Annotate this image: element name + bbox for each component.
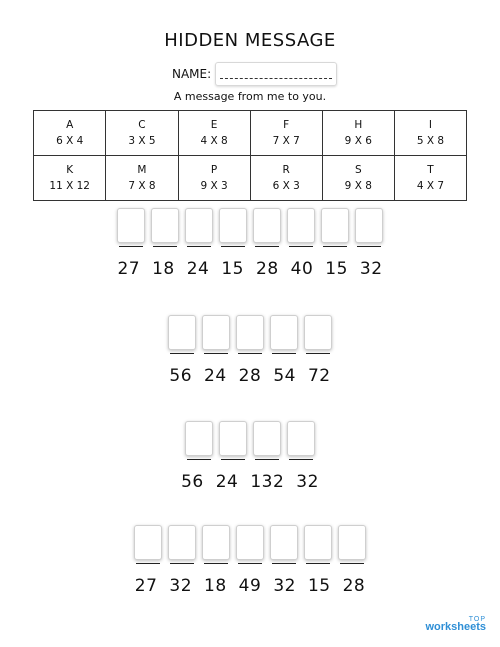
word-4 [0, 525, 500, 596]
key-problem: 6 X 4 [56, 135, 84, 147]
key-cell [322, 111, 394, 156]
name-row [172, 62, 337, 86]
key-letter: C [138, 119, 146, 131]
key-cell [106, 111, 178, 156]
code-number: 28 [238, 366, 262, 386]
letter-box[interactable] [168, 525, 196, 560]
code-number: 40 [290, 259, 314, 279]
letter-box[interactable] [253, 208, 281, 243]
answer-line [170, 353, 194, 354]
code-number: 15 [307, 576, 331, 596]
answer-line [289, 246, 313, 247]
answer-line [204, 353, 228, 354]
key-cell [178, 156, 250, 201]
answer-boxes [0, 315, 500, 354]
answer-line [255, 459, 279, 460]
answer-line [221, 246, 245, 247]
letter-box[interactable] [134, 525, 162, 560]
answer-line [170, 563, 194, 564]
code-number: 132 [250, 472, 285, 492]
code-number: 18 [152, 259, 175, 279]
answer-line [238, 353, 262, 354]
answer-line [136, 563, 160, 564]
key-letter: T [427, 164, 434, 176]
answer-line [221, 459, 245, 460]
letter-box[interactable] [168, 315, 196, 350]
key-problem: 7 X 7 [272, 135, 300, 147]
key-letter: P [210, 164, 218, 176]
answer-line [357, 246, 381, 247]
code-number: 32 [296, 472, 319, 492]
answer-line [119, 246, 143, 247]
letter-box[interactable] [287, 208, 315, 243]
letter-box[interactable] [270, 315, 298, 350]
key-problem: 4 X 7 [416, 180, 445, 192]
key-letter: K [66, 164, 74, 176]
code-number: 32 [169, 576, 193, 596]
key-problem: 9 X 6 [344, 135, 372, 147]
letter-box[interactable] [355, 208, 383, 243]
code-numbers [0, 576, 500, 596]
key-cell [322, 156, 394, 201]
letter-box[interactable] [287, 421, 315, 456]
code-number: 32 [273, 576, 296, 596]
logo-name-text: worksheets [425, 621, 486, 633]
letter-box[interactable] [270, 525, 298, 560]
key-problem: 9 X 8 [344, 180, 372, 192]
code-number: 27 [134, 576, 158, 596]
code-number: 24 [186, 259, 210, 279]
letter-box[interactable] [151, 208, 179, 243]
code-number: 32 [359, 259, 383, 279]
key-problem: 5 X 8 [416, 135, 445, 147]
code-number: 28 [342, 576, 366, 596]
code-number: 72 [307, 366, 331, 386]
table-row [34, 156, 467, 201]
code-number: 56 [181, 472, 204, 492]
code-numbers [0, 259, 500, 279]
letter-box[interactable] [253, 421, 281, 456]
letter-box[interactable] [117, 208, 145, 243]
code-number: 28 [256, 259, 279, 279]
name-label: NAME: [172, 67, 212, 81]
answer-line [153, 246, 177, 247]
letter-box[interactable] [202, 315, 230, 350]
key-problem: 4 X 8 [200, 135, 228, 147]
page-title: HIDDEN MESSAGE [164, 30, 336, 51]
key-cell [34, 156, 106, 201]
code-numbers [0, 472, 500, 492]
key-letter: E [210, 119, 218, 131]
code-number: 27 [117, 259, 141, 279]
code-number: 24 [204, 366, 227, 386]
letter-box[interactable] [304, 525, 332, 560]
key-cell [250, 156, 322, 201]
letter-box[interactable] [321, 208, 349, 243]
key-letter: R [282, 164, 290, 176]
answer-line [289, 459, 313, 460]
key-problem: 9 X 3 [200, 180, 228, 192]
code-number: 15 [325, 259, 348, 279]
letter-box[interactable] [304, 315, 332, 350]
key-problem: 7 X 8 [128, 180, 156, 192]
code-number: 54 [273, 366, 296, 386]
key-cell [250, 111, 322, 156]
subtitle: A message from me to you. [173, 90, 327, 103]
key-problem: 6 X 3 [272, 180, 300, 192]
answer-line [323, 246, 347, 247]
letter-box[interactable] [219, 421, 247, 456]
letter-box[interactable] [185, 421, 213, 456]
letter-box[interactable] [236, 525, 264, 560]
name-input[interactable] [215, 62, 337, 86]
letter-box[interactable] [185, 208, 213, 243]
key-cell [394, 111, 466, 156]
letter-box[interactable] [219, 208, 247, 243]
key-letter: H [354, 119, 363, 131]
word-1 [0, 208, 500, 279]
code-number: 49 [238, 576, 262, 596]
answer-line [306, 563, 330, 564]
answer-line [340, 563, 364, 564]
code-number: 56 [169, 366, 193, 386]
letter-box[interactable] [202, 525, 230, 560]
logo-top-text: TOP [468, 616, 486, 623]
code-key-table [33, 110, 467, 201]
code-number: 24 [215, 472, 239, 492]
letter-box[interactable] [338, 525, 366, 560]
word-3 [0, 421, 500, 492]
word-2 [0, 315, 500, 386]
answer-line [272, 353, 296, 354]
answer-boxes [0, 208, 500, 247]
key-letter: A [66, 119, 74, 131]
answer-line [187, 459, 211, 460]
key-letter: M [137, 164, 147, 176]
key-letter: S [354, 164, 362, 176]
key-cell [106, 156, 178, 201]
key-letter: F [283, 119, 290, 131]
key-problem: 3 X 5 [128, 135, 156, 147]
code-number: 18 [204, 576, 227, 596]
key-problem: 11 X 12 [49, 180, 90, 192]
answer-line [238, 563, 262, 564]
answer-line [204, 563, 228, 564]
answer-line [306, 353, 330, 354]
answer-line [272, 563, 296, 564]
letter-box[interactable] [236, 315, 264, 350]
code-number: 15 [221, 259, 244, 279]
answer-boxes [0, 525, 500, 564]
answer-line [255, 246, 279, 247]
key-cell [34, 111, 106, 156]
key-cell [178, 111, 250, 156]
key-letter: I [428, 119, 432, 131]
key-cell [394, 156, 466, 201]
answer-boxes [0, 421, 500, 460]
topworksheets-logo [425, 616, 486, 633]
answer-line [187, 246, 211, 247]
table-row [34, 111, 467, 156]
code-numbers [0, 366, 500, 386]
